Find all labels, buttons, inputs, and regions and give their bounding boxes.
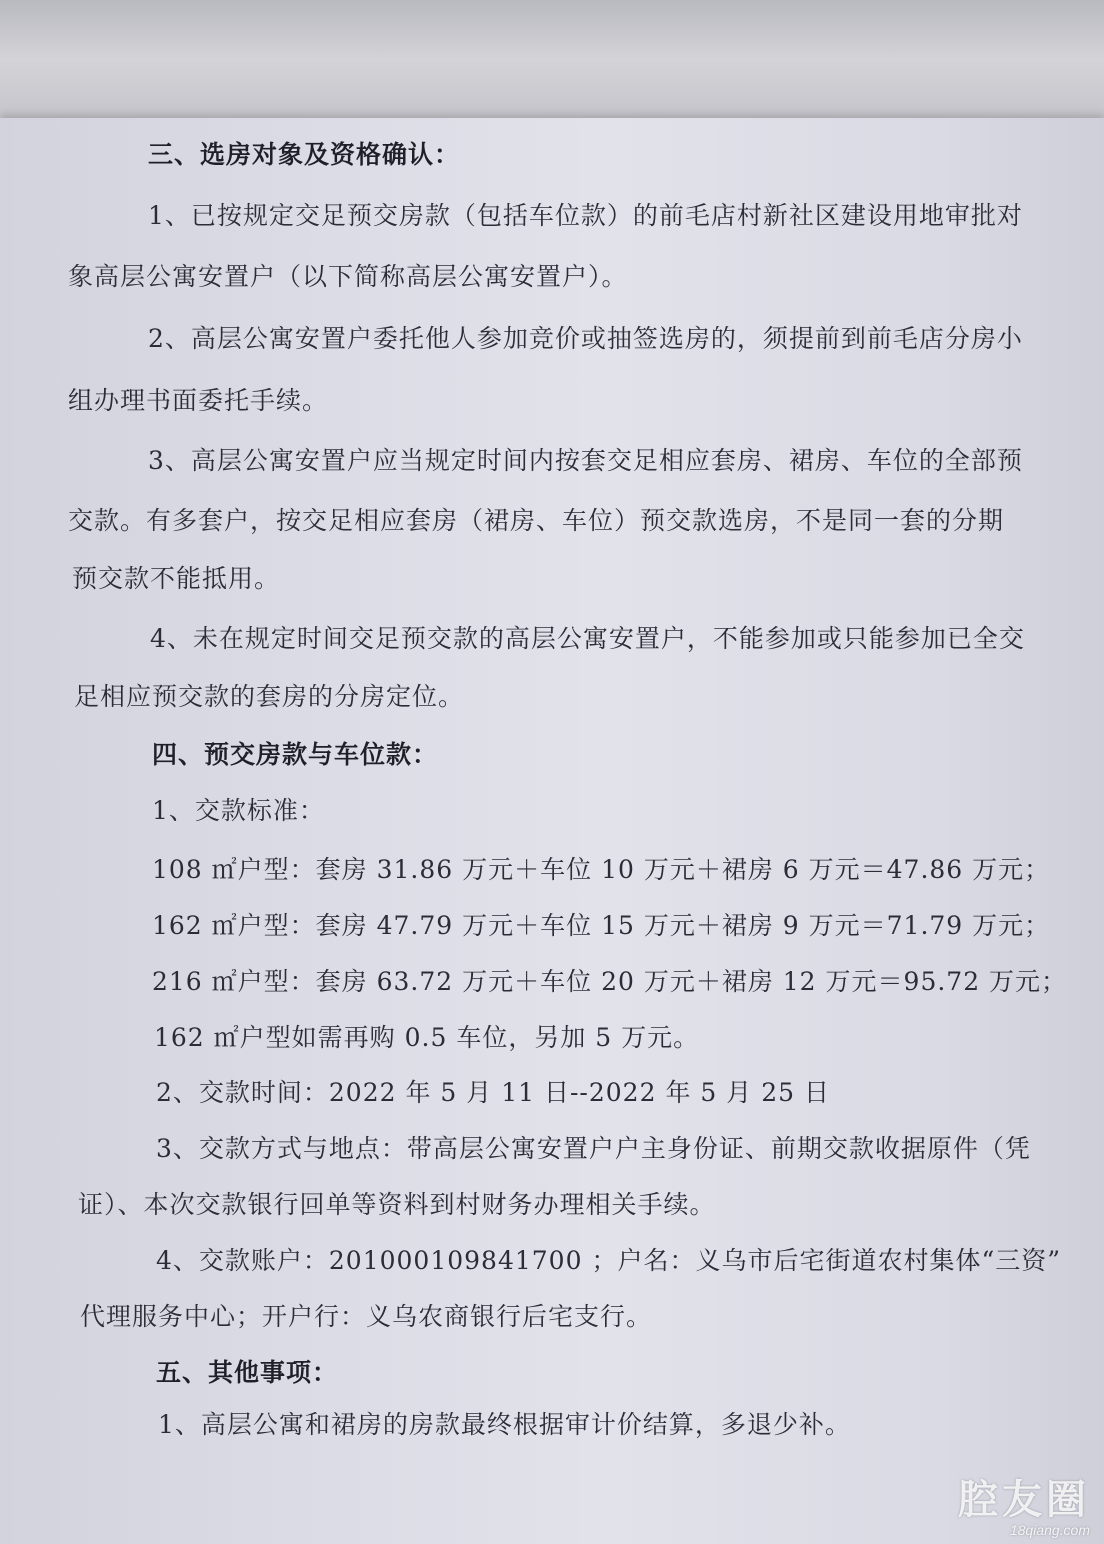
section4-item4-line2: 代理服务中心；开户行：义乌农商银行后宅支行。	[80, 1302, 653, 1331]
section4-item4-line1: 4、交款账户：201000109841700 ；户名：义乌市后宅街道农村集体“三资”	[156, 1246, 1062, 1275]
section3-heading: 三、选房对象及资格确认：	[148, 140, 461, 169]
section4-heading: 四、预交房款与车位款：	[152, 740, 439, 769]
section4-item1: 1、交款标准：	[152, 796, 325, 825]
section3-item3-line3: 预交款不能抵用。	[72, 564, 281, 593]
section3-item3-line2: 交款。有多套户，按交足相应套房（裙房、车位）预交款选房，不是同一套的分期	[68, 506, 1005, 535]
section3-item4-line2: 足相应预交款的套房的分房定位。	[74, 682, 465, 711]
payment-standard-216: 216 ㎡户型：套房 63.72 万元＋车位 20 万元＋裙房 12 万元＝95.72 万元；	[152, 967, 1068, 996]
section3-item1-line1: 1、已按规定交足预交房款（包括车位款）的前毛店村新社区建设用地审批对	[148, 201, 1023, 230]
section3-item3-line1: 3、高层公寓安置户应当规定时间内按套交足相应套房、裙房、车位的全部预	[148, 446, 1023, 475]
section5-item1: 1、高层公寓和裙房的房款最终根据审计价结算，多退少补。	[158, 1410, 851, 1439]
section4-item3-line2: 证）、本次交款银行回单等资料到村财务办理相关手续。	[78, 1190, 716, 1219]
watermark-url: 18qiang.com	[1009, 1522, 1090, 1538]
watermark-logo	[958, 1478, 1090, 1538]
watermark-title: 腔友圈	[958, 1477, 1090, 1523]
payment-standard-162: 162 ㎡户型：套房 47.79 万元＋车位 15 万元＋裙房 9 万元＝71.79 万元；	[152, 911, 1051, 940]
section4-item2-payment-time: 2、交款时间：2022 年 5 月 11 日--2022 年 5 月 25 日	[156, 1078, 830, 1107]
section3-item1-line2: 象高层公寓安置户（以下简称高层公寓安置户）。	[68, 262, 628, 291]
payment-standard-extra-parking: 162 ㎡户型如需再购 0.5 车位，另加 5 万元。	[154, 1023, 700, 1052]
section4-item3-line1: 3、交款方式与地点：带高层公寓安置户户主身份证、前期交款收据原件（凭	[156, 1134, 1031, 1163]
section3-item4-line1: 4、未在规定时间交足预交款的高层公寓安置户，不能参加或只能参加已全交	[150, 624, 1025, 653]
section5-heading: 五、其他事项：	[156, 1358, 339, 1387]
payment-standard-108: 108 ㎡户型：套房 31.86 万元＋车位 10 万元＋裙房 6 万元＝47.86 万元；	[152, 855, 1051, 884]
section3-item2-line1: 2、高层公寓安置户委托他人参加竞价或抽签选房的，须提前到前毛店分房小	[148, 324, 1023, 353]
section3-item2-line2: 组办理书面委托手续。	[68, 386, 329, 415]
